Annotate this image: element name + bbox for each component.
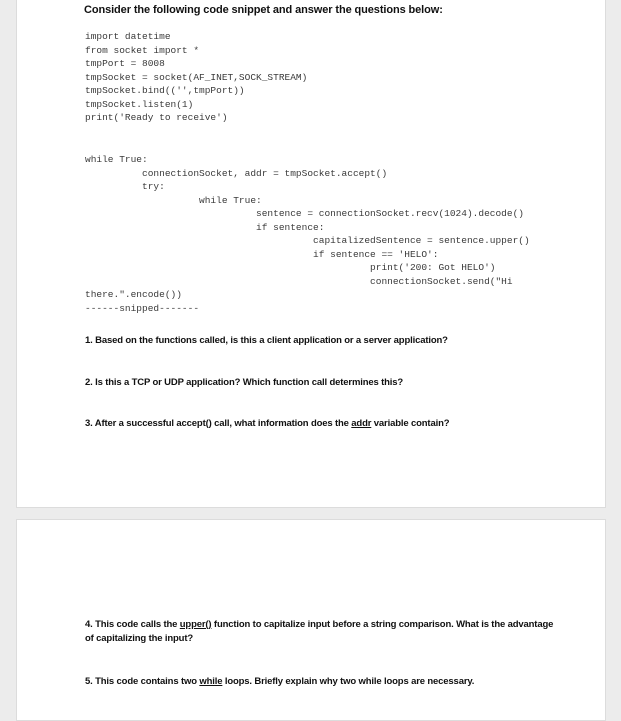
question-3 bbox=[85, 417, 555, 431]
question-3-underlined-term: addr bbox=[351, 418, 372, 429]
question-5-text-start: 5. This code contains two bbox=[85, 676, 200, 687]
question-2: 2. Is this a TCP or UDP application? Which function call determines this? bbox=[85, 377, 404, 388]
question-3-text-end: variable contain? bbox=[371, 418, 450, 429]
question-4-text-start: 4. This code calls the bbox=[85, 619, 180, 630]
question-3-text-start: 3. After a successful accept() call, what information does the bbox=[85, 418, 352, 429]
question-1: 1. Based on the functions called, is this a client application or a server application? bbox=[85, 335, 448, 346]
question-4-text-end: function to capitalize input before a string comparison. What is the advantage of capitalizing the input? bbox=[85, 619, 554, 644]
code-snippet-loop: while True: connectionSocket, addr = tmpSocket.accept() try: while True: sentence = connectionSocket.recv(1024).decode() if sentence: capitalizedSentence = sentence.upper() if sentence == 'HELO': print('200: Got HELO') connectionSocket.send("Hi there.".encode()) ------snipped------- bbox=[85, 154, 530, 314]
question-4-underlined-term: upper() bbox=[179, 619, 212, 630]
question-4 bbox=[85, 618, 555, 646]
instructions-heading: Consider the following code snippet and answer the questions below: bbox=[84, 4, 443, 16]
question-5-text-end: loops. Briefly explain why two while loops are necessary. bbox=[222, 676, 475, 687]
code-snippet-imports: import datetime from socket import * tmpPort = 8008 tmpSocket = socket(AF_INET,SOCK_STREAM) tmpSocket.bind(('',tmpPort)) tmpSocket.listen(1) print('Ready to receive') bbox=[85, 31, 308, 123]
question-5-underlined-term: while bbox=[199, 676, 223, 687]
question-5 bbox=[85, 675, 555, 689]
